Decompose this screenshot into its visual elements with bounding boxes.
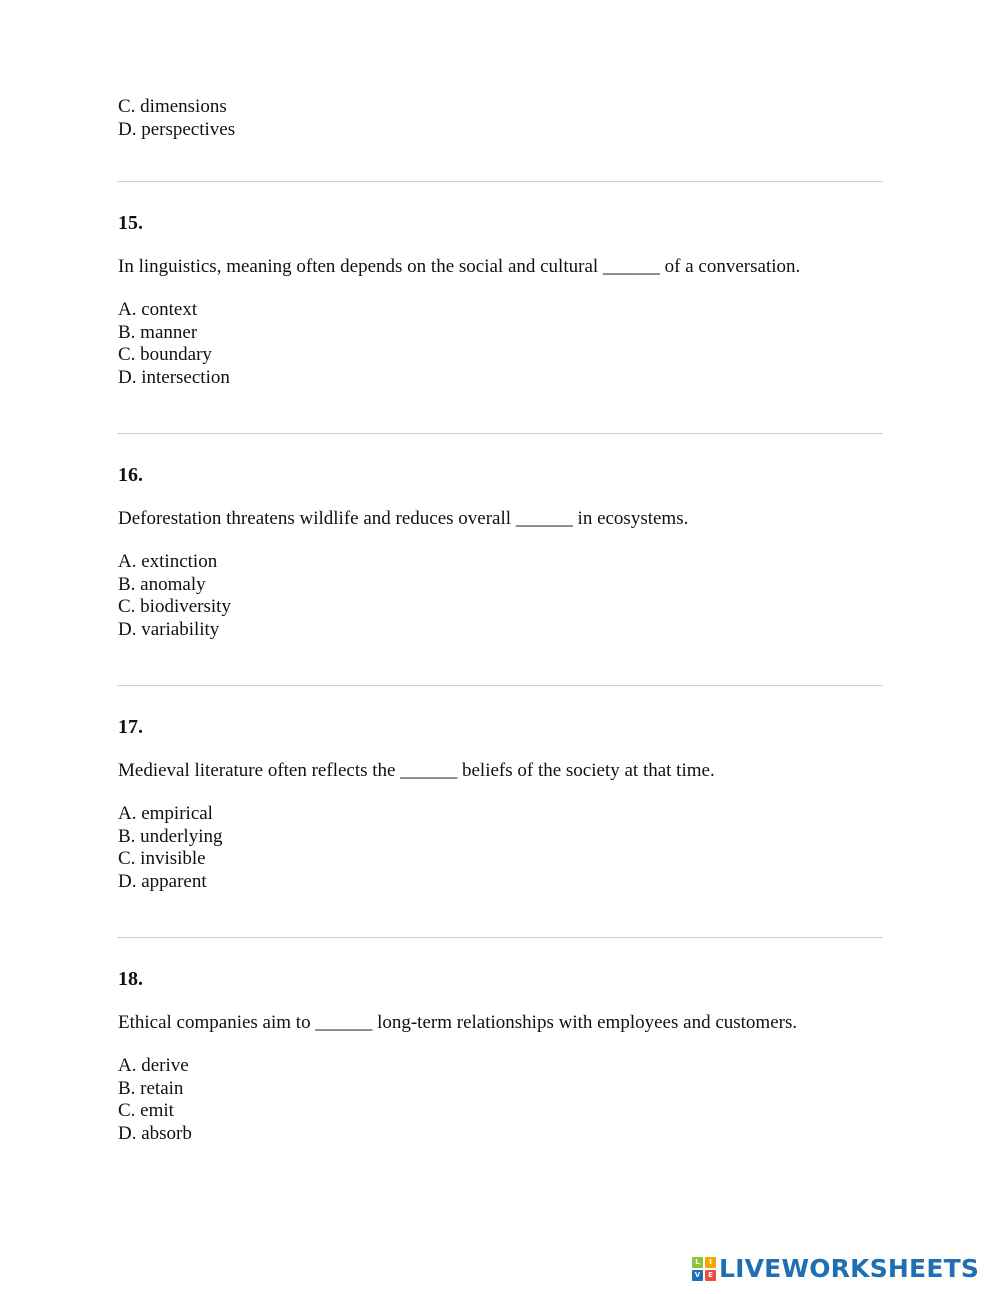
option-a: A. empirical bbox=[118, 803, 213, 824]
question-text: Medieval literature often reflects the ______ beliefs of the society at that time. bbox=[118, 760, 715, 781]
question-divider bbox=[117, 433, 883, 434]
logo-tile-l: L bbox=[692, 1257, 703, 1268]
option-c: C. biodiversity bbox=[118, 596, 231, 618]
question-divider bbox=[117, 685, 883, 686]
question-number: 15. bbox=[118, 212, 143, 234]
option-d: D. variability bbox=[118, 619, 220, 641]
question-15 bbox=[118, 211, 918, 390]
logo-mark-icon bbox=[692, 1257, 716, 1281]
answer-options bbox=[118, 803, 918, 894]
question-number: 16. bbox=[118, 464, 143, 486]
question-17 bbox=[118, 715, 918, 894]
question-text: In linguistics, meaning often depends on the social and cultural ______ of a conversation. bbox=[118, 256, 801, 277]
question-text: Ethical companies aim to ______ long-term relationships with employees and customers. bbox=[118, 1012, 798, 1033]
previous-question-options bbox=[118, 96, 235, 141]
logo-tile-e: E bbox=[705, 1270, 716, 1281]
question-18 bbox=[118, 967, 918, 1146]
option-c: C. invisible bbox=[118, 848, 206, 870]
answer-options bbox=[118, 299, 918, 390]
option-d: D. apparent bbox=[118, 871, 207, 893]
question-number: 17. bbox=[118, 716, 143, 738]
option-d: D. absorb bbox=[118, 1123, 192, 1145]
option-b: B. retain bbox=[118, 1077, 184, 1099]
logo-tile-i: I bbox=[705, 1257, 716, 1268]
question-divider bbox=[117, 181, 883, 182]
option-d: D. intersection bbox=[118, 367, 230, 389]
answer-options bbox=[118, 551, 918, 642]
question-divider bbox=[117, 937, 883, 938]
liveworksheets-logo[interactable] bbox=[692, 1256, 979, 1282]
option-b: B. underlying bbox=[118, 825, 223, 847]
option-c: C. emit bbox=[118, 1100, 174, 1122]
question-16 bbox=[118, 463, 918, 642]
option-c: C. boundary bbox=[118, 344, 212, 366]
option-b: B. anomaly bbox=[118, 573, 206, 595]
option-a: A. derive bbox=[118, 1055, 189, 1076]
option-a: A. context bbox=[118, 299, 198, 320]
option-d: D. perspectives bbox=[118, 118, 236, 140]
answer-options bbox=[118, 1055, 918, 1146]
option-a: A. extinction bbox=[118, 551, 218, 572]
option-c: C. dimensions bbox=[118, 96, 227, 117]
question-text: Deforestation threatens wildlife and reduces overall ______ in ecosystems. bbox=[118, 508, 689, 529]
logo-tile-v: V bbox=[692, 1270, 703, 1281]
option-b: B. manner bbox=[118, 321, 198, 343]
logo-text: LIVEWORKSHEETS bbox=[719, 1254, 980, 1283]
question-number: 18. bbox=[118, 968, 143, 990]
